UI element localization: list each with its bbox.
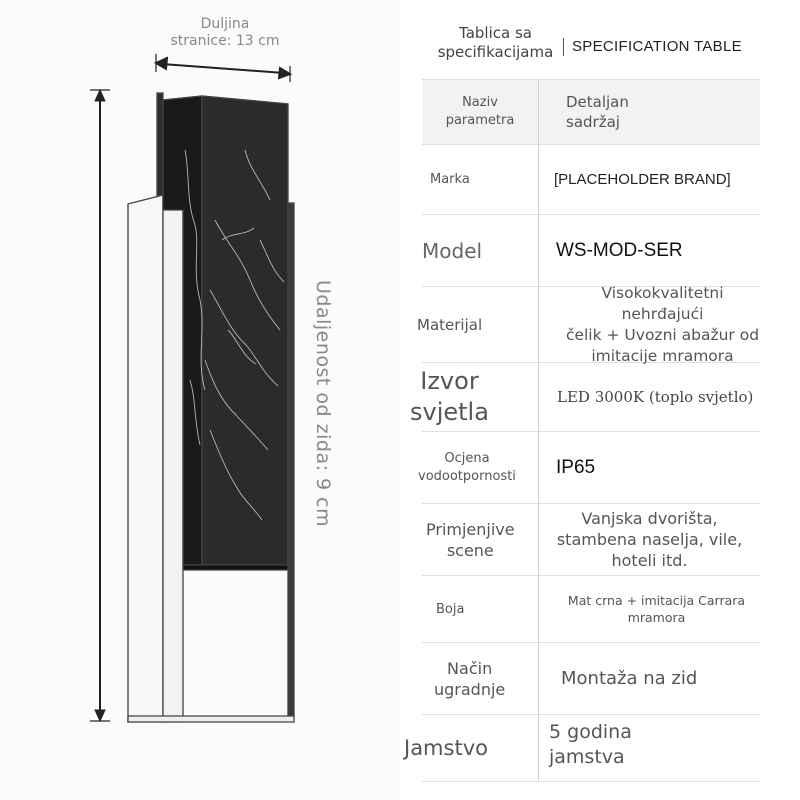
param-cell: [422, 215, 538, 286]
head-param: [422, 80, 538, 144]
table-head-row: [422, 80, 760, 145]
head-value-label: Detaljan sadržaj: [566, 93, 629, 131]
value-text: LED 3000K (toplo svjetlo): [557, 388, 754, 406]
value-cell: [538, 145, 760, 214]
width-dimension-label: Duljina stranice: 13 cm: [170, 16, 280, 49]
value-text: WS-MOD-SER: [556, 239, 683, 261]
title-separator: [563, 38, 564, 56]
lamp-body: [128, 93, 294, 722]
head-param-label: Naziv parametra: [445, 95, 515, 128]
depth-dimension-label: Udaljenost od zida: 9 cm: [312, 280, 334, 528]
value-cell: [538, 215, 760, 286]
value-cell: [538, 715, 760, 781]
param-cell: [410, 363, 538, 431]
value-cell: [538, 432, 760, 503]
param-label: Model: [422, 238, 483, 263]
value-cell: [538, 283, 760, 365]
head-value: [538, 80, 760, 144]
table-row: [422, 145, 760, 215]
param-cell: [404, 715, 538, 781]
param-label: Izvor svjetla: [410, 367, 489, 426]
param-cell: [417, 287, 538, 362]
value-text: Montaža na zid: [561, 668, 698, 689]
value-text: IP65: [556, 456, 596, 478]
param-label: Marka: [430, 172, 470, 187]
value-text: [PLACEHOLDER BRAND]: [554, 171, 731, 188]
param-cell: [422, 504, 538, 575]
param-cell: [422, 576, 538, 642]
value-cell: [538, 576, 760, 642]
width-dimension-arrow: [156, 54, 290, 82]
param-label: Način ugradnje: [434, 658, 506, 699]
value-cell: [538, 363, 760, 431]
param-label: Materijal: [417, 315, 483, 334]
table-row: [404, 715, 760, 782]
table-row: [422, 215, 760, 287]
param-cell: [422, 643, 538, 714]
param-label: Jamstvo: [404, 736, 488, 760]
value-cell: [538, 504, 760, 575]
title-english: SPECIFICATION TABLE: [572, 38, 742, 55]
table-row: [418, 432, 760, 504]
param-cell: [422, 145, 538, 214]
spec-table-header: [420, 22, 780, 72]
height-dimension-arrow: [90, 90, 110, 721]
value-text: Visokokvalitetni nehrđajući čelik + Uvozni abažur od imitacije mramora: [565, 283, 760, 365]
table-row: [422, 504, 760, 576]
spec-table: [404, 80, 760, 782]
param-cell: [418, 432, 538, 503]
value-text: 5 godina jamstva: [549, 721, 632, 768]
table-row: [422, 576, 760, 643]
param-label: Primjenjive scene: [426, 519, 515, 560]
value-text: Vanjska dvorišta, stambena naselja, vile, hoteli itd.: [556, 509, 743, 570]
title-croatian: Tablica sa specifikacijama: [437, 24, 554, 61]
value-cell: [538, 643, 760, 714]
param-label: Ocjena vodootpornosti: [418, 450, 516, 484]
table-row: [417, 283, 760, 365]
param-label: Boja: [436, 601, 465, 617]
table-row: [422, 643, 760, 715]
table-row: [410, 363, 760, 432]
value-text: Mat crna + imitacija Carrara mramora: [567, 593, 746, 625]
